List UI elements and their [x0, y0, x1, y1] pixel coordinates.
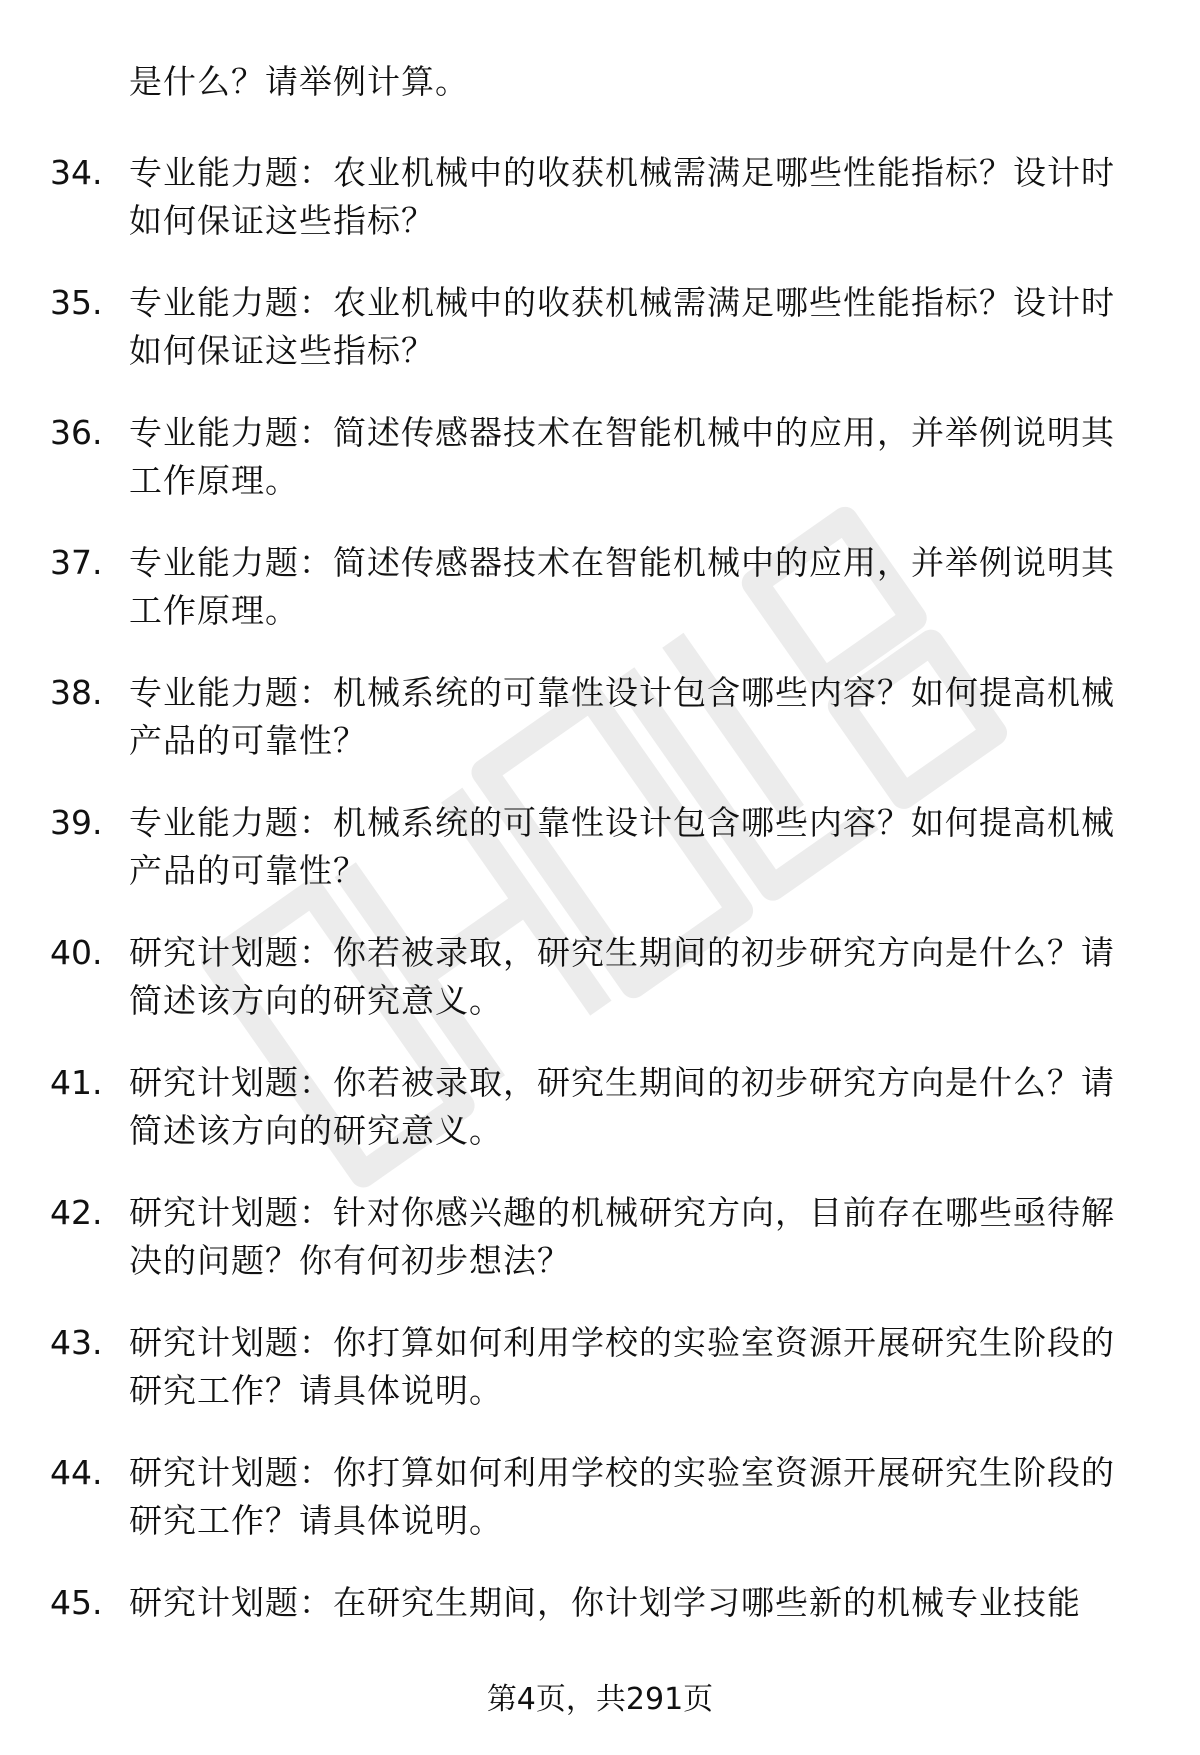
question-number: 43. [50, 1323, 103, 1362]
question-number: 40. [50, 933, 103, 972]
question-text: 专业能力题：机械系统的可靠性设计包含哪些内容？如何提高机械产品的可靠性？ [129, 673, 1115, 760]
question-text: 研究计划题：你打算如何利用学校的实验室资源开展研究生阶段的研究工作？请具体说明。 [129, 1323, 1115, 1410]
question-number: 44. [50, 1453, 103, 1492]
list-item [0, 669, 1200, 765]
question-text: 专业能力题：农业机械中的收获机械需满足哪些性能指标？设计时如何保证这些指标？ [129, 283, 1115, 370]
list-item [0, 1579, 1200, 1675]
question-text: 研究计划题：针对你感兴趣的机械研究方向，目前存在哪些亟待解决的问题？你有何初步想法？ [129, 1193, 1115, 1280]
question-number: 41. [50, 1063, 103, 1102]
question-text: 专业能力题：简述传感器技术在智能机械中的应用，并举例说明其工作原理。 [129, 413, 1115, 500]
list-item [0, 279, 1200, 375]
question-list [0, 149, 1200, 1709]
question-number: 45. [50, 1583, 103, 1622]
question-text: 研究计划题：在研究生期间，你计划学习哪些新的机械专业技能 [129, 1583, 1081, 1622]
question-number: 36. [50, 413, 103, 452]
question-continuation: 是什么？请举例计算。 [129, 62, 469, 101]
question-text: 研究计划题：你打算如何利用学校的实验室资源开展研究生阶段的研究工作？请具体说明。 [129, 1453, 1115, 1540]
question-text: 研究计划题：你若被录取，研究生期间的初步研究方向是什么？请简述该方向的研究意义。 [129, 1063, 1115, 1150]
list-item [0, 799, 1200, 895]
list-item [0, 1189, 1200, 1285]
question-number: 34. [50, 153, 103, 192]
page-footer: 第4页，共291页 [486, 1682, 714, 1717]
question-number: 38. [50, 673, 103, 712]
question-number: 42. [50, 1193, 103, 1232]
list-item [0, 1319, 1200, 1415]
question-number: 39. [50, 803, 103, 842]
list-item [0, 1059, 1200, 1155]
question-number: 37. [50, 543, 103, 582]
question-number: 35. [50, 283, 103, 322]
question-text: 专业能力题：机械系统的可靠性设计包含哪些内容？如何提高机械产品的可靠性？ [129, 803, 1115, 890]
question-text: 专业能力题：简述传感器技术在智能机械中的应用，并举例说明其工作原理。 [129, 543, 1115, 630]
question-text: 研究计划题：你若被录取，研究生期间的初步研究方向是什么？请简述该方向的研究意义。 [129, 933, 1115, 1020]
list-item [0, 539, 1200, 635]
list-item [0, 409, 1200, 505]
list-item [0, 1449, 1200, 1545]
question-text: 专业能力题：农业机械中的收获机械需满足哪些性能指标？设计时如何保证这些指标？ [129, 153, 1115, 240]
list-item [0, 929, 1200, 1025]
list-item [0, 149, 1200, 245]
